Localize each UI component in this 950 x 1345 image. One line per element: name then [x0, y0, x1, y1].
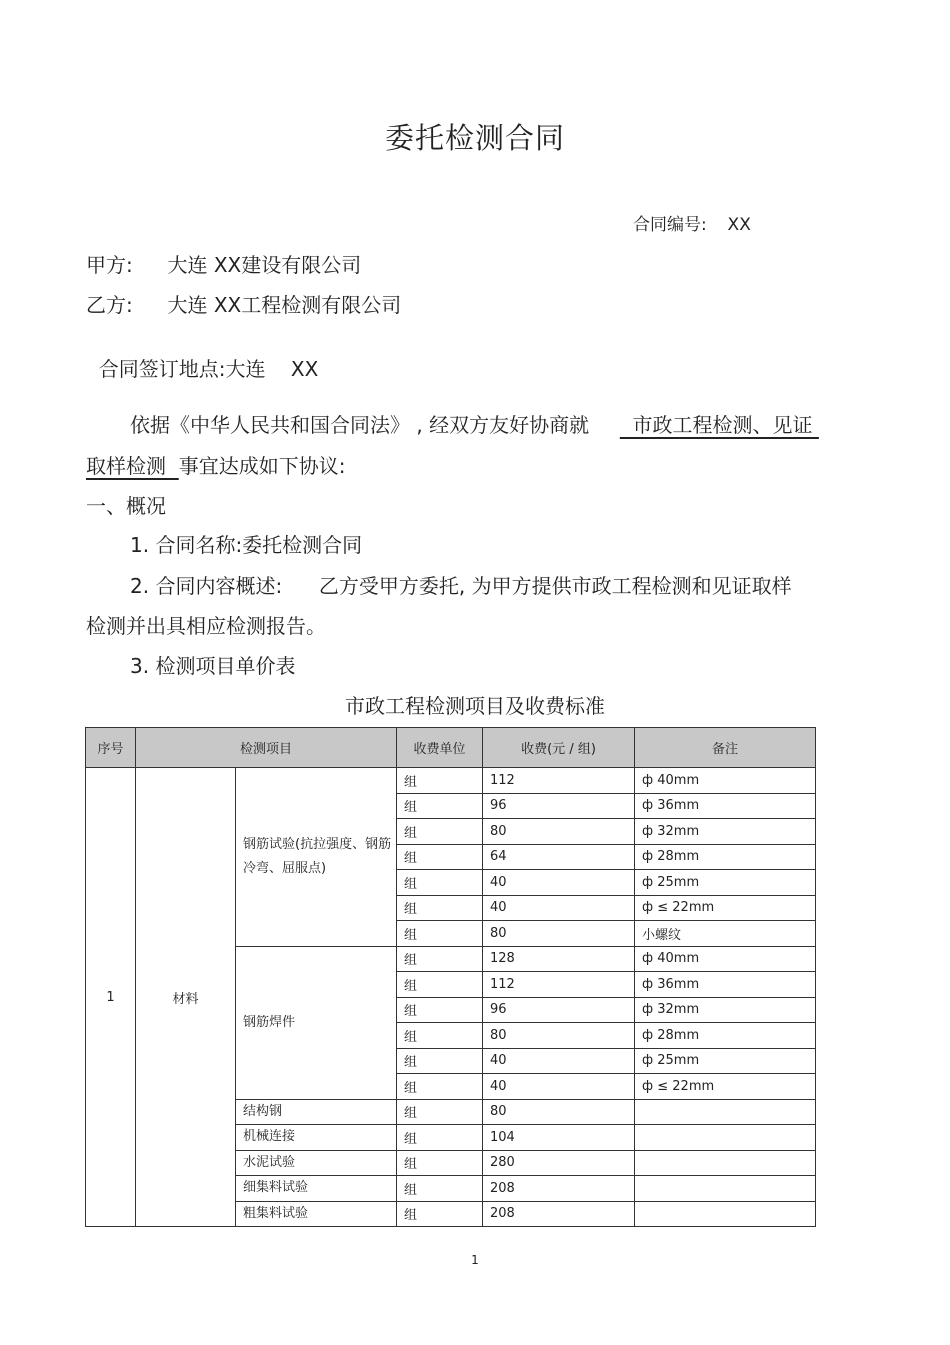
basis-end: 事宜达成如下协议:: [178, 454, 346, 478]
cell-fee: 104: [483, 1125, 635, 1151]
item-content-label: 2. 合同内容概述:: [130, 574, 283, 598]
cell-unit: 组: [397, 1048, 483, 1074]
cell-note: ф 28mm: [635, 1023, 816, 1049]
cell-note: ф 25mm: [635, 1048, 816, 1074]
table-header-row: [86, 728, 816, 768]
table-row: [86, 768, 816, 794]
header-item: 检测项目: [136, 728, 397, 768]
cell-note: ф 40mm: [635, 768, 816, 794]
cell-unit: 组: [397, 768, 483, 794]
cell-note: [635, 1099, 816, 1125]
cell-note: ф ≤ 22mm: [635, 1074, 816, 1100]
item-price-table-heading: 3. 检测项目单价表: [130, 654, 296, 678]
fee-table: [85, 727, 816, 1227]
party-b: [86, 289, 401, 318]
cell-unit: 组: [397, 1023, 483, 1049]
cell-fee: 40: [483, 1048, 635, 1074]
cell-fee: 80: [483, 819, 635, 845]
cell-note: [635, 1201, 816, 1227]
cell-note: ф 28mm: [635, 844, 816, 870]
cell-note: ф 32mm: [635, 819, 816, 845]
cell-fee: 112: [483, 768, 635, 794]
party-a-name: 大连 XX建设有限公司: [167, 253, 362, 277]
cell-test-item: 钢筋试验(抗拉强度、钢筋冷弯、屈服点): [236, 768, 397, 947]
cell-note: 小螺纹: [635, 921, 816, 947]
cell-fee: 80: [483, 921, 635, 947]
party-a: [86, 249, 361, 278]
cell-fee: 208: [483, 1201, 635, 1227]
basis-paragraph-line2: [86, 450, 345, 479]
cell-unit: 组: [397, 1125, 483, 1151]
cell-unit: 组: [397, 870, 483, 896]
party-a-label: 甲方:: [86, 253, 133, 277]
cell-category: 材料: [136, 768, 236, 1227]
cell-test-item: 钢筋焊件: [236, 946, 397, 1099]
header-fee: 收费(元 / 组): [483, 728, 635, 768]
section-overview-heading: 一、概况: [86, 494, 166, 518]
contract-number: [633, 210, 751, 235]
cell-unit: 组: [397, 1201, 483, 1227]
cell-note: [635, 1176, 816, 1202]
header-unit: 收费单位: [397, 728, 483, 768]
basis-paragraph-line1: [130, 409, 819, 438]
basis-subject-1: 市政工程检测、见证: [632, 413, 813, 437]
cell-fee: 128: [483, 946, 635, 972]
cell-note: [635, 1150, 816, 1176]
cell-unit: 组: [397, 793, 483, 819]
cell-fee: 64: [483, 844, 635, 870]
cell-unit: 组: [397, 844, 483, 870]
cell-fee: 40: [483, 1074, 635, 1100]
cell-note: ф 36mm: [635, 793, 816, 819]
party-b-label: 乙方:: [86, 293, 133, 317]
document-title: 委托检测合同: [384, 121, 565, 155]
cell-note: ф 25mm: [635, 870, 816, 896]
cell-unit: 组: [397, 972, 483, 998]
cell-test-item: 水泥试验: [236, 1150, 397, 1176]
cell-fee: 96: [483, 997, 635, 1023]
cell-note: ф 40mm: [635, 946, 816, 972]
sign-place-value: 大连 XX: [225, 357, 319, 381]
contract-number-label: 合同编号:: [633, 215, 707, 235]
basis-text: 依据《中华人民共和国合同法》 , 经双方友好协商就: [130, 413, 590, 437]
page-number: 1: [471, 1253, 479, 1267]
cell-test-item: 细集料试验: [236, 1176, 397, 1202]
cell-fee: 96: [483, 793, 635, 819]
cell-seq: 1: [86, 768, 136, 1227]
cell-fee: 280: [483, 1150, 635, 1176]
cell-test-item: 机械连接: [236, 1125, 397, 1151]
cell-fee: 40: [483, 895, 635, 921]
table-title: 市政工程检测项目及收费标准: [345, 694, 605, 718]
cell-fee: 208: [483, 1176, 635, 1202]
cell-unit: 组: [397, 1099, 483, 1125]
cell-note: ф 32mm: [635, 997, 816, 1023]
cell-note: ф ≤ 22mm: [635, 895, 816, 921]
cell-unit: 组: [397, 946, 483, 972]
sign-place: [86, 329, 318, 382]
cell-unit: 组: [397, 921, 483, 947]
item-content-text: 乙方受甲方委托, 为甲方提供市政工程检测和见证取样: [318, 574, 792, 598]
item-contract-name: 1. 合同名称:委托检测合同: [130, 533, 363, 557]
cell-unit: 组: [397, 819, 483, 845]
cell-note: [635, 1125, 816, 1151]
cell-unit: 组: [397, 997, 483, 1023]
item-content-text-cont: 检测并出具相应检测报告。: [86, 614, 326, 638]
cell-unit: 组: [397, 1150, 483, 1176]
party-b-name: 大连 XX工程检测有限公司: [167, 293, 402, 317]
table-body: [86, 768, 816, 1227]
cell-note: ф 36mm: [635, 972, 816, 998]
cell-unit: 组: [397, 895, 483, 921]
cell-fee: 80: [483, 1099, 635, 1125]
cell-fee: 40: [483, 870, 635, 896]
cell-fee: 80: [483, 1023, 635, 1049]
basis-subject-2: 取样检测: [86, 454, 166, 478]
cell-test-item: 结构钢: [236, 1099, 397, 1125]
cell-unit: 组: [397, 1176, 483, 1202]
cell-unit: 组: [397, 1074, 483, 1100]
item-content-summary: [130, 570, 792, 599]
contract-number-value: XX: [727, 215, 751, 235]
cell-test-item: 粗集料试验: [236, 1201, 397, 1227]
header-seq: 序号: [86, 728, 136, 768]
sign-place-label: 合同签订地点:: [98, 357, 226, 381]
header-note: 备注: [635, 728, 816, 768]
cell-fee: 112: [483, 972, 635, 998]
